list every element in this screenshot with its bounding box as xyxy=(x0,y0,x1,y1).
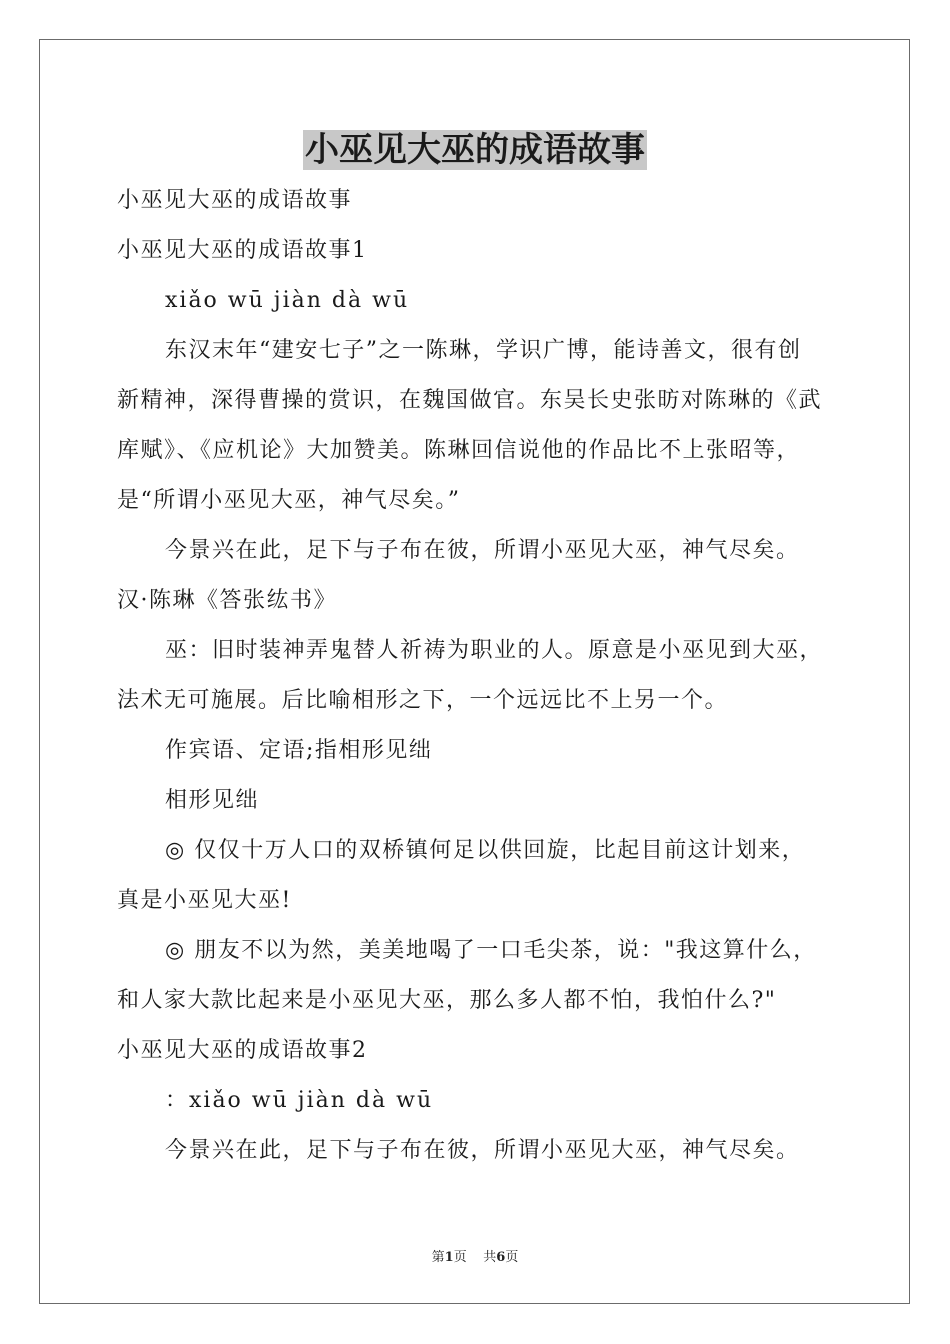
page-footer xyxy=(0,1246,950,1265)
text-line: ◎ 仅仅十万人口的双桥镇何足以供回旋，比起目前这计划来， xyxy=(165,838,806,863)
text-line: 东汉末年“建安七子”之一陈琳，学识广博，能诗善文，很有创 xyxy=(165,338,802,363)
text-line: ：xiǎo wū jiàn dà wū xyxy=(165,1088,434,1113)
document-title xyxy=(0,128,950,172)
text-line: 新精神，深得曹操的赏识，在魏国做官。东吴长史张昉对陈琳的《武 xyxy=(117,388,823,413)
footer-page-prefix: 第 xyxy=(431,1250,445,1265)
text-line: 汉·陈琳《答张纮书》 xyxy=(117,588,337,613)
footer-total-suffix: 页 xyxy=(505,1250,519,1265)
document-title-text: 小巫见大巫的成语故事 xyxy=(305,130,645,170)
footer-page-current: 1 xyxy=(444,1250,454,1265)
text-line: xiǎo wū jiàn dà wū xyxy=(165,288,410,313)
text-line: 今景兴在此，足下与子布在彼，所谓小巫见大巫，神气尽矣。 xyxy=(165,1138,800,1163)
text-line: 真是小巫见大巫! xyxy=(117,888,292,913)
text-line: 相形见绌 xyxy=(165,788,260,813)
text-line: 小巫见大巫的成语故事1 xyxy=(117,238,368,263)
text-line: 小巫见大巫的成语故事2 xyxy=(117,1038,368,1063)
text-line: 库赋》、《应机论》大加赞美。陈琳回信说他的作品比不上张昭等， xyxy=(117,438,801,463)
footer-total-prefix: 共 xyxy=(483,1250,497,1265)
text-line: 今景兴在此，足下与子布在彼，所谓小巫见大巫，神气尽矣。 xyxy=(165,538,800,563)
text-line: 小巫见大巫的成语故事 xyxy=(117,188,353,213)
text-line: 是“所谓小巫见大巫，神气尽矣。” xyxy=(117,488,461,513)
footer-page-total: 6 xyxy=(496,1250,506,1265)
text-line: 法术无可施展。后比喻相形之下，一个远远比不上另一个。 xyxy=(117,688,729,713)
text-line: 和人家大款比起来是小巫见大巫，那么多人都不怕，我怕什么?" xyxy=(117,988,777,1013)
text-line: 作宾语、定语;指相形见绌 xyxy=(165,738,433,763)
footer-page-suffix: 页 xyxy=(453,1250,467,1265)
text-line: ◎ 朋友不以为然，美美地喝了一口毛尖茶，说："我这算什么， xyxy=(165,938,817,963)
text-line: 巫：旧时装神弄鬼替人祈祷为职业的人。原意是小巫见到大巫， xyxy=(165,638,824,663)
document-body xyxy=(117,176,837,1176)
